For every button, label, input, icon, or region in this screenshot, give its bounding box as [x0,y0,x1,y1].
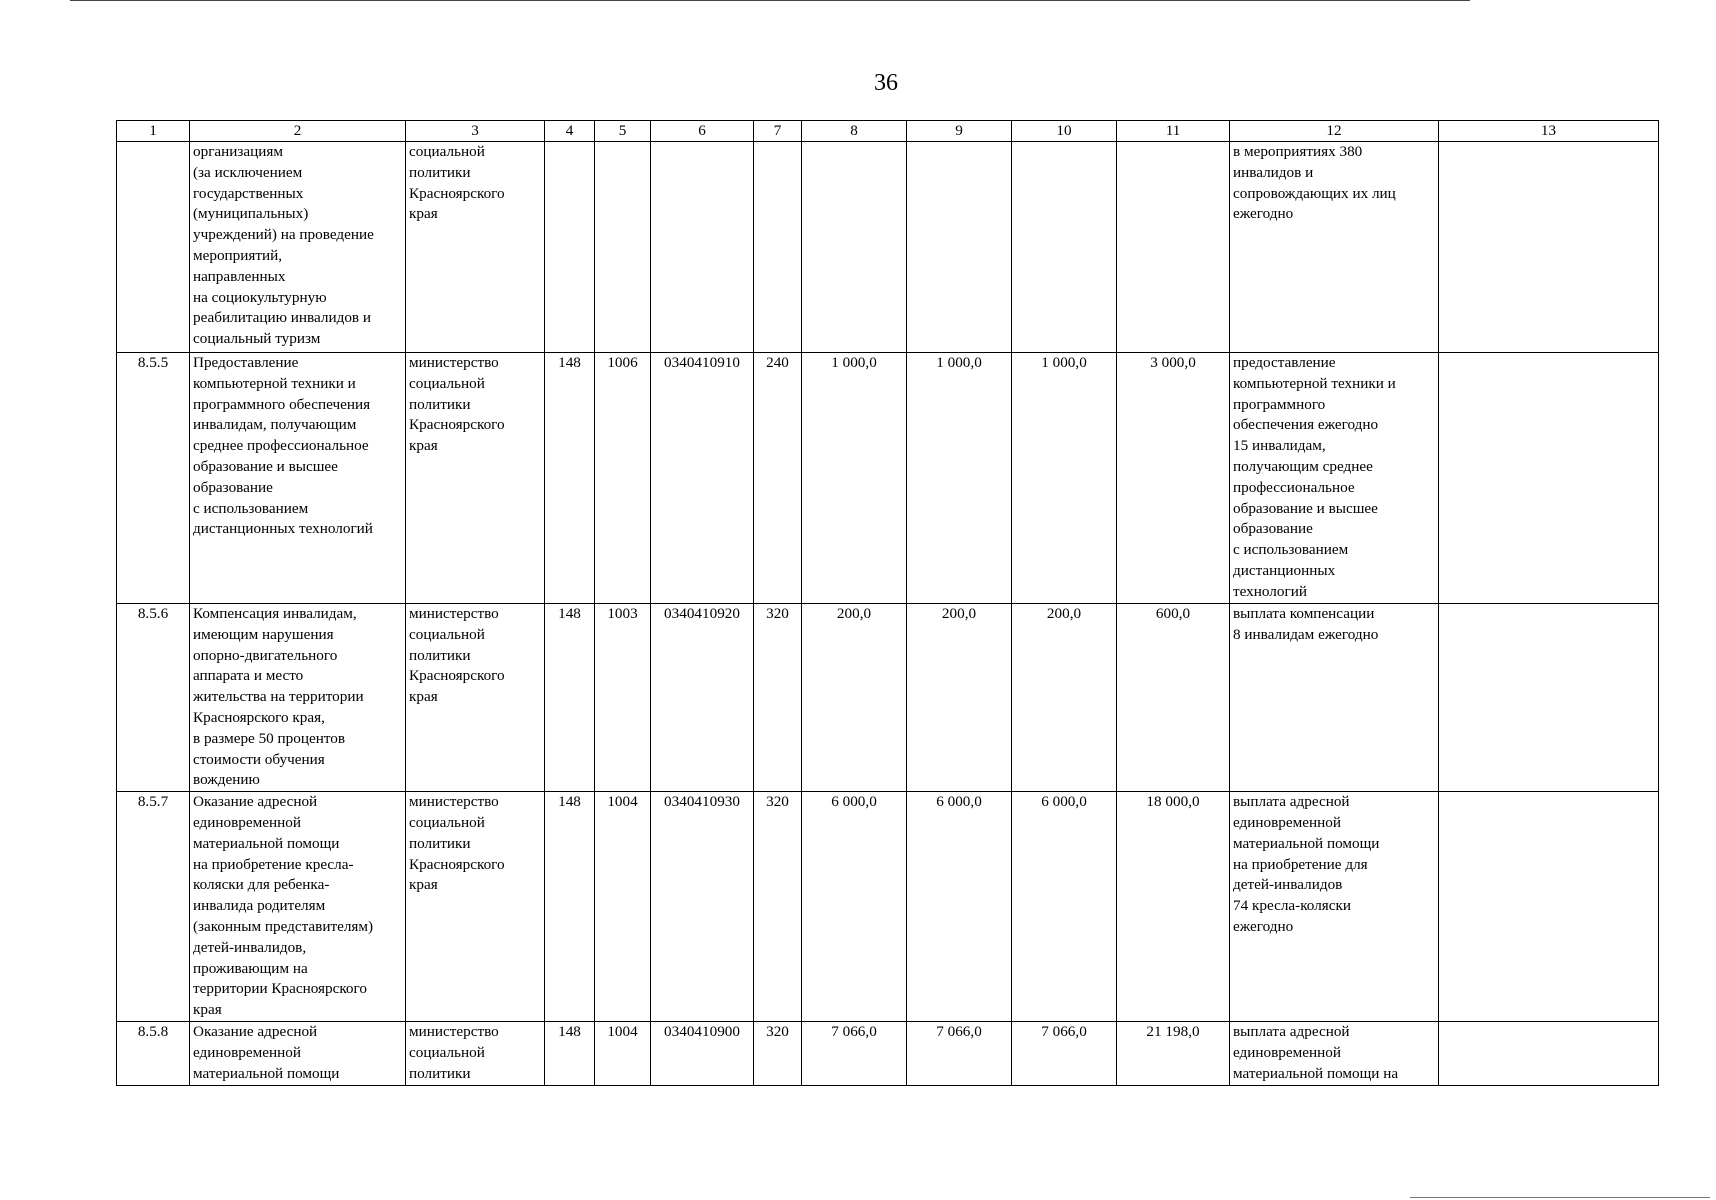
executor-cell: министерство социальной политики Красноярского края [406,604,545,792]
column-header: 3 [406,121,545,142]
table-row [117,1022,1659,1085]
section-code-cell: 1004 [595,792,651,1022]
row-number-cell: 8.5.6 [117,604,190,792]
amount-cell [1012,142,1117,353]
section-code-cell: 1004 [595,1022,651,1085]
amount-cell [802,142,907,353]
amount-cell: 1 000,0 [802,353,907,604]
expected-result-cell: выплата адресной единовременной материальной помощи на приобретение для детей-инвалидов 74 кресла-коляски ежегодно [1230,792,1439,1022]
grbs-code-cell: 148 [545,792,595,1022]
expected-result-cell: выплата адресной единовременной материальной помощи на [1230,1022,1439,1085]
row-number-cell: 8.5.7 [117,792,190,1022]
expected-result-cell: предоставление компьютерной техники и программного обеспечения ежегодно 15 инвалидам, получающим среднее профессиональное образование и высшее образование с использованием дистанционных технологий [1230,353,1439,604]
amount-cell: 7 066,0 [907,1022,1012,1085]
program-activities-table [116,120,1659,1086]
expense-type-cell [754,142,802,353]
total-amount-cell: 18 000,0 [1117,792,1230,1022]
table-row [117,142,1659,353]
expected-result-cell: выплата компенсации 8 инвалидам ежегодно [1230,604,1439,792]
amount-cell [907,142,1012,353]
total-amount-cell [1117,142,1230,353]
grbs-code-cell: 148 [545,353,595,604]
expense-type-cell: 320 [754,792,802,1022]
column-header: 10 [1012,121,1117,142]
section-code-cell [595,142,651,353]
activity-name-cell: организациям (за исключением государственных (муниципальных) учреждений) на проведение мероприятий, направленных на социокультурную реабилитацию инвалидов и социальный туризм [190,142,406,353]
column-header: 8 [802,121,907,142]
activity-name-cell: Оказание адресной единовременной материальной помощи на приобретение кресла- коляски для ребенка- инвалида родителям (законным представителям) детей-инвалидов, проживающим на территории Красноярского края [190,792,406,1022]
total-amount-cell: 21 198,0 [1117,1022,1230,1085]
column-header: 9 [907,121,1012,142]
activity-name-cell: Компенсация инвалидам, имеющим нарушения опорно-двигательного аппарата и место жительства на территории Красноярского края, в размере 50 процентов стоимости обучения вождению [190,604,406,792]
column-13-cell [1439,142,1659,353]
column-number-header-row [117,121,1659,142]
amount-cell: 1 000,0 [907,353,1012,604]
amount-cell: 1 000,0 [1012,353,1117,604]
total-amount-cell: 600,0 [1117,604,1230,792]
amount-cell: 6 000,0 [802,792,907,1022]
row-number-cell: 8.5.5 [117,353,190,604]
amount-cell: 6 000,0 [907,792,1012,1022]
target-code-cell: 0340410920 [651,604,754,792]
column-header: 6 [651,121,754,142]
column-header: 7 [754,121,802,142]
executor-cell: министерство социальной политики Красноярского края [406,792,545,1022]
expense-type-cell: 240 [754,353,802,604]
target-code-cell [651,142,754,353]
table-row [117,792,1659,1022]
top-border-line [70,0,1470,1]
section-code-cell: 1003 [595,604,651,792]
row-number-cell [117,142,190,353]
target-code-cell: 0340410930 [651,792,754,1022]
table-row [117,604,1659,792]
activity-name-cell: Предоставление компьютерной техники и программного обеспечения инвалидам, получающим среднее профессиональное образование и высшее образование с использованием дистанционных технологий [190,353,406,604]
column-header: 2 [190,121,406,142]
amount-cell: 200,0 [907,604,1012,792]
executor-cell: министерство социальной политики [406,1022,545,1085]
expected-result-cell: в мероприятиях 380 инвалидов и сопровождающих их лиц ежегодно [1230,142,1439,353]
page-number: 36 [874,70,898,96]
grbs-code-cell: 148 [545,604,595,792]
grbs-code-cell [545,142,595,353]
column-13-cell [1439,353,1659,604]
column-header: 11 [1117,121,1230,142]
column-13-cell [1439,604,1659,792]
column-header: 13 [1439,121,1659,142]
section-code-cell: 1006 [595,353,651,604]
target-code-cell: 0340410900 [651,1022,754,1085]
grbs-code-cell: 148 [545,1022,595,1085]
column-13-cell [1439,792,1659,1022]
column-header: 4 [545,121,595,142]
amount-cell: 7 066,0 [802,1022,907,1085]
activity-name-cell: Оказание адресной единовременной материальной помощи [190,1022,406,1085]
executor-cell: социальной политики Красноярского края [406,142,545,353]
row-number-cell: 8.5.8 [117,1022,190,1085]
amount-cell: 7 066,0 [1012,1022,1117,1085]
expense-type-cell: 320 [754,604,802,792]
amount-cell: 200,0 [802,604,907,792]
amount-cell: 6 000,0 [1012,792,1117,1022]
column-header: 5 [595,121,651,142]
expense-type-cell: 320 [754,1022,802,1085]
target-code-cell: 0340410910 [651,353,754,604]
amount-cell: 200,0 [1012,604,1117,792]
column-header: 1 [117,121,190,142]
bottom-scan-line [1410,1197,1710,1198]
column-header: 12 [1230,121,1439,142]
table-row [117,353,1659,604]
executor-cell: министерство социальной политики Красноярского края [406,353,545,604]
column-13-cell [1439,1022,1659,1085]
total-amount-cell: 3 000,0 [1117,353,1230,604]
